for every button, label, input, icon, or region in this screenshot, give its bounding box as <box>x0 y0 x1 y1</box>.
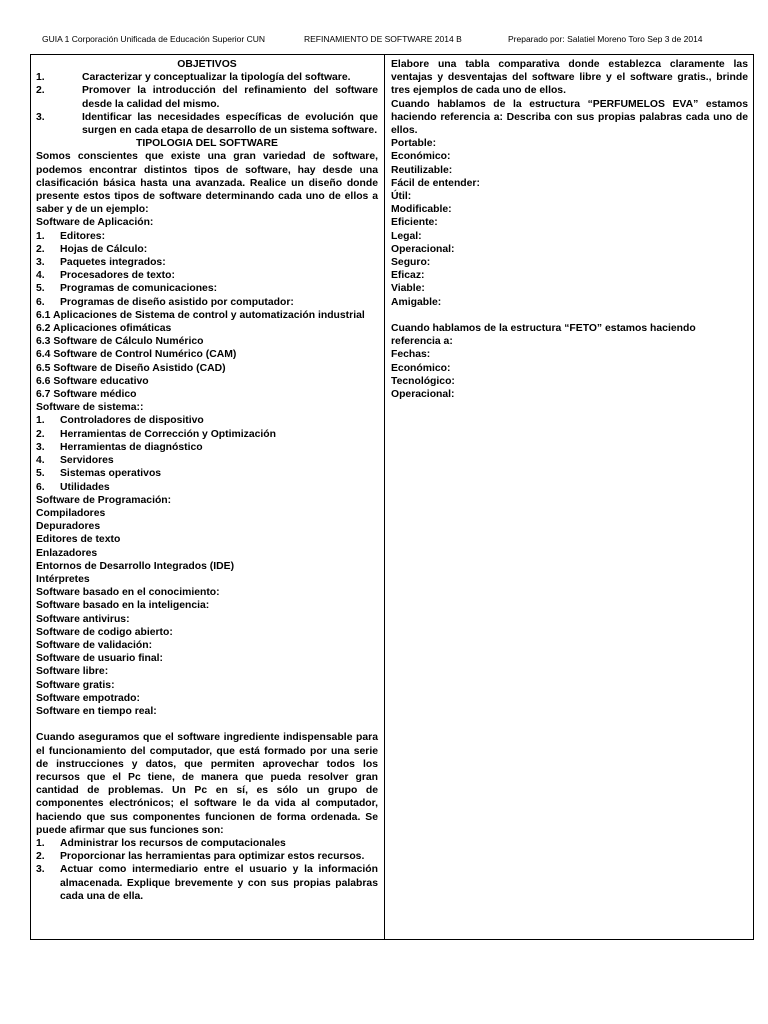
list-item: Modificable: <box>391 204 452 216</box>
list-item: 6. Utilidades <box>36 481 110 493</box>
list-item: Seguro: <box>391 257 431 269</box>
list-item: Software basado en la inteligencia: <box>36 600 210 612</box>
objectives-title: OBJETIVOS <box>177 59 237 70</box>
list-item: 3. Identificar las necesidades específicas de evolución que surgen en cada etapa de desarrollo de un sistema software. <box>36 111 378 137</box>
list-item: 5. Programas de comunicaciones: <box>36 283 218 295</box>
closing-paragraph: Cuando aseguramos que el software ingrediente indispensable para el funcionamiento del computador, que está formado por una serie de instrucciones y datos, que permiten aprovechar todos los recursos que el Pc tiene, de manera que pueda resolver gran cantidad de problemas. Un Pc en sí, es sólo un grupo de componentes electrónicos; el software le da vida al computador, haciendo que sus componentes funcionen de forma ordenada. Se puede afirmar que sus funciones son: <box>36 732 378 836</box>
list-item: 6.2 Aplicaciones ofimáticas <box>36 323 172 335</box>
list-item: 1. Caracterizar y conceptualizar la tipología del software. <box>36 72 351 84</box>
app-software-list <box>36 230 378 309</box>
list-item: Enlazadores <box>36 547 98 559</box>
list-item: Reutilizable: <box>391 164 453 176</box>
list-item: Operacional: <box>391 389 455 401</box>
list-item: 6. Programas de diseño asistido por computador: <box>36 296 294 308</box>
list-item: Software libre: <box>36 666 109 678</box>
list-item: Software empotrado: <box>36 692 140 704</box>
list-item: 2. Promover la introducción del refinamiento del software desde la calidad del mismo. <box>36 85 378 110</box>
list-item: Intérpretes <box>36 573 90 585</box>
list-item: 6.6 Software educativo <box>36 375 149 387</box>
right-column <box>391 58 748 401</box>
list-item: Viable: <box>391 283 425 295</box>
list-item: 4. Servidores <box>36 455 114 467</box>
list-item: Entornos de Desarrollo Integrados (IDE) <box>36 560 235 572</box>
header-institution: GUIA 1 Corporación Unificada de Educación Superior CUN <box>42 34 266 44</box>
list-item: Fácil de entender: <box>391 177 480 189</box>
list-item: Portable: <box>391 138 437 150</box>
list-item: Legal: <box>391 230 422 242</box>
list-item: 2. Proporcionar las herramientas para optimizar estos recursos. <box>36 851 365 863</box>
perfumelos-list <box>391 137 748 309</box>
system-software-list <box>36 414 378 493</box>
list-item: 2. Hojas de Cálculo: <box>36 243 148 255</box>
objectives-list <box>36 71 378 137</box>
list-item: Depuradores <box>36 521 101 533</box>
list-item: Eficaz: <box>391 270 425 282</box>
functions-list <box>36 837 378 903</box>
list-item: 3. Actuar como intermediario entre el usuario y la información almacenada. Explique brevemente y con sus propias palabras cada una de ella. <box>36 864 378 902</box>
list-item: 3. Herramientas de diagnóstico <box>36 441 203 453</box>
list-item: Software basado en el conocimiento: <box>36 587 220 599</box>
list-item: 1. Controladores de dispositivo <box>36 415 204 427</box>
system-software-heading: Software de sistema:: <box>36 402 144 414</box>
app-software-sublist <box>36 309 378 401</box>
list-item: 1. Editores: <box>36 230 106 242</box>
left-column <box>36 58 378 903</box>
feto-intro: Cuando hablamos de la estructura “FETO” estamos haciendo referencia a: <box>391 323 696 348</box>
list-item: 1. Administrar los recursos de computacionales <box>36 837 286 849</box>
list-item: Útil: <box>391 191 412 203</box>
comparison-instructions: Elabore una tabla comparativa donde establezca claramente las ventajas y desventajas del software libre y el software gratis., brinde tres ejemplos de cada uno de ellos. <box>391 59 748 97</box>
app-software-heading: Software de Aplicación: <box>36 217 154 229</box>
list-item: Software de codigo abierto: <box>36 626 173 638</box>
programming-software-heading: Software de Programación: <box>36 494 172 506</box>
list-item: Eficiente: <box>391 217 438 229</box>
list-item: Operacional: <box>391 243 455 255</box>
programming-software-list <box>36 507 378 718</box>
feto-list <box>391 348 748 401</box>
list-item: Fechas: <box>391 349 431 361</box>
list-item: Compiladores <box>36 507 106 519</box>
list-item: Económico: <box>391 362 451 374</box>
list-item: 6.3 Software de Cálculo Numérico <box>36 336 204 348</box>
spacer <box>36 718 378 731</box>
typology-title: TIPOLOGIA DEL SOFTWARE <box>135 138 278 150</box>
column-divider <box>384 55 385 939</box>
list-item: 6.4 Software de Control Numérico (CAM) <box>36 349 237 361</box>
header-course: REFINAMIENTO DE SOFTWARE 2014 B <box>304 34 462 44</box>
list-item: 3. Paquetes integrados: <box>36 257 166 269</box>
list-item: Editores de texto <box>36 534 121 546</box>
list-item: 4. Procesadores de texto: <box>36 270 175 282</box>
spacer <box>391 309 748 322</box>
list-item: Software antivirus: <box>36 613 130 625</box>
content-table <box>30 54 754 940</box>
list-item: 6.7 Software médico <box>36 389 137 401</box>
header-author: Preparado por: Salatiel Moreno Toro Sep 3 de 2014 <box>508 34 703 44</box>
list-item: Software de validación: <box>36 639 153 651</box>
list-item: Software en tiempo real: <box>36 705 157 717</box>
list-item: 2. Herramientas de Corrección y Optimización <box>36 428 276 440</box>
list-item: Tecnológico: <box>391 375 455 387</box>
list-item: Económico: <box>391 151 451 163</box>
list-item: 6.5 Software de Diseño Asistido (CAD) <box>36 362 226 374</box>
list-item: Software gratis: <box>36 679 115 691</box>
list-item: Software de usuario final: <box>36 653 164 665</box>
perfumelos-intro: Cuando hablamos de la estructura “PERFUMELOS EVA” estamos haciendo referencia a: Describa con sus propias palabras cada uno de ellos. <box>391 98 748 137</box>
list-item: 5. Sistemas operativos <box>36 468 162 480</box>
typology-intro: Somos conscientes que existe una gran variedad de software, podemos encontrar distintos tipos de software, hay desde una clasificación básica hasta una avanzada. Realice un diseño donde presente estos tipos de software determinando cada uno de ellos a saber y de un ejemplo: <box>36 151 378 216</box>
list-item: 6.1 Aplicaciones de Sistema de control y automatización industrial <box>36 309 365 321</box>
list-item: Amigable: <box>391 296 442 308</box>
